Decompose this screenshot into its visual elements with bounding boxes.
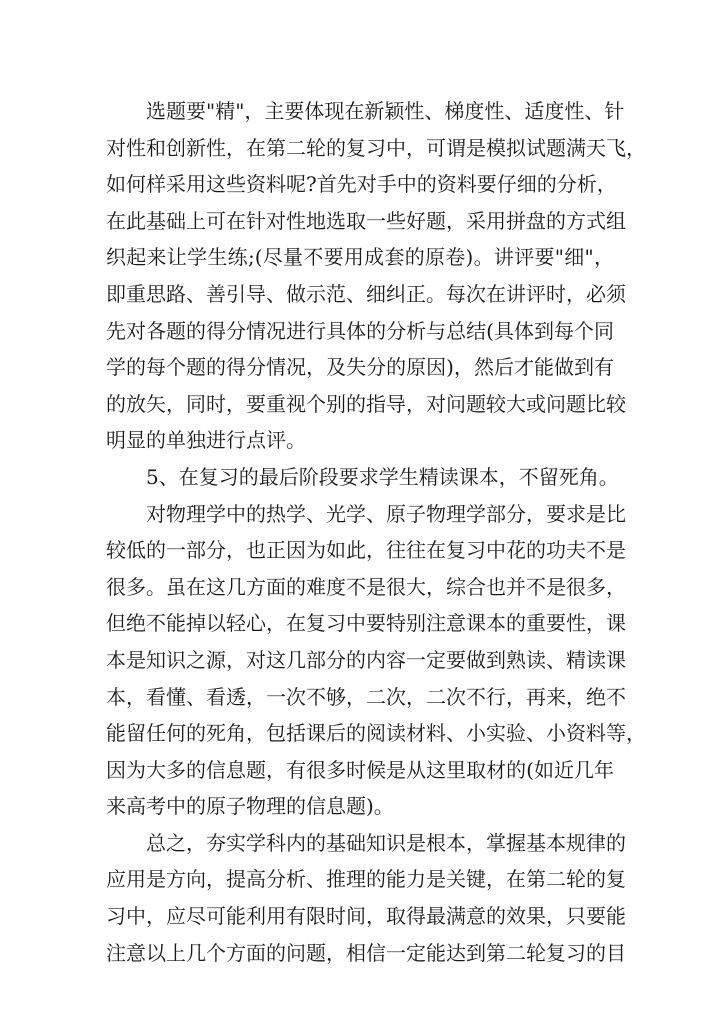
text-line: 学的每个题的得分情况，及失分的原因)，然后才能做到有	[106, 355, 614, 380]
text-line: 来高考中的原子物理的信息题)。	[106, 794, 394, 819]
text-line: 选题要"精"，主要体现在新颖性、梯度性、适度性、针	[146, 99, 625, 123]
text-line: 总之，夯实学科内的基础知识是根本，掌握基本规律的	[146, 830, 626, 855]
text-line: 对物理学中的热学、光学、原子物理学部分，要求是比	[146, 501, 626, 526]
text-line: 如何样采用这些资料呢?首先对手中的资料要仔细的分析，	[106, 172, 617, 197]
text-line: 在此基础上可在针对性地选取一些好题，采用拼盘的方式组	[106, 208, 626, 233]
text-line: 因为大多的信息题，有很多时候是从这里取材的(如近几年	[106, 757, 614, 782]
text-line: 较低的一部分，也正因为如此，往往在复习中花的功夫不是	[106, 538, 626, 563]
text-line: 很多。虽在这几方面的难度不是很大，综合也并不是很多，	[106, 574, 626, 599]
text-line: 习中，应尽可能利用有限时间，取得最满意的效果，只要能	[106, 904, 626, 929]
paragraph-summary	[0, 825, 720, 971]
text-line: 织起来让学生练;(尽量不要用成套的原卷)。讲评要"细"，	[106, 245, 614, 270]
text-line: 但绝不能掉以轻心，在复习中要特别注意课本的重要性，课	[106, 611, 626, 636]
text-line: 即重思路、善引导、做示范、细纠正。每次在讲评时，必须	[106, 281, 626, 306]
paragraph-physics-parts	[0, 496, 720, 825]
text-line: 先对各题的得分情况进行具体的分析与总结(具体到每个同	[106, 318, 614, 343]
text-line: 明显的单独进行点评。	[106, 428, 306, 453]
paragraph-selection-and-review	[0, 93, 720, 459]
paragraph-point-5-heading	[0, 459, 720, 496]
text-line: 本，看懂、看透，一次不够，二次，二次不行，再来，绝不	[106, 684, 626, 709]
section-heading: 5、在复习的最后阶段要求学生精读课本，不留死角。	[146, 464, 619, 489]
text-line: 本是知识之源，对这几部分的内容一定要做到熟读、精读课	[106, 647, 626, 672]
text-line: 能留任何的死角，包括课后的阅读材料、小实验、小资料等，	[106, 721, 646, 746]
text-line: 的放矢，同时，要重视个别的指导，对问题较大或问题比较	[106, 391, 626, 416]
text-line: 应用是方向，提高分析、推理的能力是关键，在第二轮的复	[106, 867, 626, 892]
text-line: 注意以上几个方面的问题，相信一定能达到第二轮复习的目	[106, 940, 626, 965]
text-line: 对性和创新性，在第二轮的复习中，可谓是模拟试题满天飞，	[106, 135, 646, 160]
